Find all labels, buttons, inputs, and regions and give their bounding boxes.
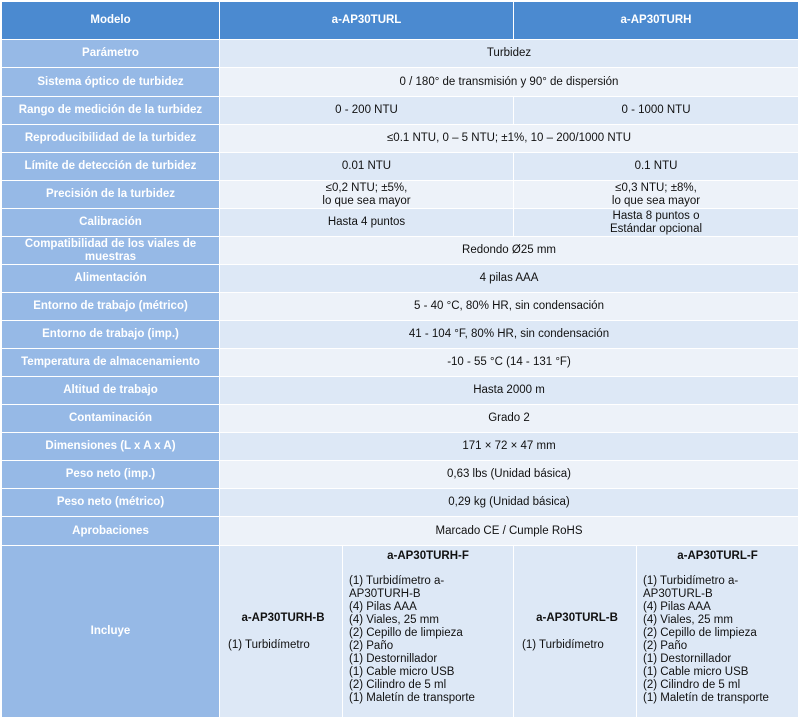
- row-value-h: 0.1 NTU: [514, 153, 799, 181]
- row-label: Límite de detección de turbidez: [2, 153, 220, 181]
- kit-item: (1) Turbidímetro: [228, 638, 310, 651]
- table-row: [2, 377, 799, 405]
- row-label: Reproducibilidad de la turbidez: [2, 125, 220, 153]
- row-value: Hasta 2000 m: [220, 377, 799, 405]
- table-row: [2, 349, 799, 377]
- row-label: Temperatura de almacenamiento: [2, 349, 220, 377]
- row-label: Aprobaciones: [2, 517, 220, 546]
- row-value-h: [514, 181, 799, 209]
- kit-item: (4) Viales, 25 mm: [349, 614, 439, 626]
- table-row: [2, 181, 799, 209]
- table-row: [2, 321, 799, 349]
- incluye-label: Incluye: [2, 546, 220, 718]
- kit-item: (2) Cilindro de 5 ml: [643, 679, 741, 691]
- row-value-l: Hasta 4 puntos: [220, 209, 514, 237]
- row-value: 5 - 40 °C, 80% HR, sin condensación: [220, 293, 799, 321]
- kit-item: (1) Turbidímetro: [522, 638, 604, 651]
- kit-item: (2) Cepillo de limpieza: [349, 627, 463, 639]
- value-line: lo que sea mayor: [611, 194, 701, 207]
- row-label: Calibración: [2, 209, 220, 237]
- table-row: [2, 433, 799, 461]
- row-value: Grado 2: [220, 405, 799, 433]
- table-row: [2, 293, 799, 321]
- table-row: [2, 461, 799, 489]
- header-row: [2, 2, 799, 40]
- row-label: Dimensiones (L x A x A): [2, 433, 220, 461]
- table-row: [2, 237, 799, 265]
- kit-item: (2) Paño: [349, 640, 394, 652]
- kit-item: (4) Pilas AAA: [643, 601, 711, 613]
- row-value-h: [514, 209, 799, 237]
- row-label: Peso neto (métrico): [2, 489, 220, 517]
- kit-item: AP30TURH-B: [349, 588, 421, 600]
- header-model-l: a-AP30TURL: [220, 2, 514, 40]
- value-line: lo que sea mayor: [322, 194, 411, 207]
- row-value-l: 0.01 NTU: [220, 153, 514, 181]
- row-value: Redondo Ø25 mm: [220, 237, 799, 265]
- row-value: ≤0.1 NTU, 0 – 5 NTU; ±1%, 10 – 200/1000 NTU: [220, 125, 799, 153]
- kit-item: (2) Cilindro de 5 ml: [349, 679, 447, 691]
- row-label: Entorno de trabajo (métrico): [2, 293, 220, 321]
- row-value-l: 0 - 200 NTU: [220, 97, 514, 125]
- incluye-row: [2, 546, 799, 718]
- value-line: Hasta 8 puntos o: [612, 209, 700, 222]
- value-line: ≤0,3 NTU; ±8%,: [615, 181, 697, 194]
- row-label: [2, 237, 220, 265]
- value-line: ≤0,2 NTU; ±5%,: [325, 181, 408, 194]
- table-row: [2, 68, 799, 97]
- kit-item: (1) Cable micro USB: [643, 666, 749, 678]
- row-value: -10 - 55 °C (14 - 131 °F): [220, 349, 799, 377]
- kit-item: (1) Cable micro USB: [349, 666, 455, 678]
- header-label: Modelo: [2, 2, 220, 40]
- kit-item: (1) Turbidímetro a-: [349, 575, 445, 587]
- table-row: [2, 97, 799, 125]
- label-line: muestras: [84, 250, 137, 263]
- row-value: 4 pilas AAA: [220, 265, 799, 293]
- row-label: Precisión de la turbidez: [2, 181, 220, 209]
- table-row: [2, 40, 799, 68]
- table-row: [2, 125, 799, 153]
- row-value-l: [220, 181, 514, 209]
- row-label: Sistema óptico de turbidez: [2, 68, 220, 97]
- row-value: 171 × 72 × 47 mm: [220, 433, 799, 461]
- row-value: Marcado CE / Cumple RoHS: [220, 517, 799, 546]
- incluye-h-kit: [343, 546, 514, 718]
- row-label: Peso neto (imp.): [2, 461, 220, 489]
- kit-item: (1) Turbidímetro a-: [643, 575, 739, 587]
- row-value: 0,29 kg (Unidad básica): [220, 489, 799, 517]
- kit-item: (4) Pilas AAA: [349, 601, 417, 613]
- kit-item: (1) Destornillador: [349, 653, 438, 665]
- label-line: Compatibilidad de los viales de: [24, 237, 197, 250]
- row-label: Contaminación: [2, 405, 220, 433]
- kit-model: a-AP30TURL-B: [536, 611, 618, 624]
- row-value-h: 0 - 1000 NTU: [514, 97, 799, 125]
- spec-table: [1, 1, 799, 718]
- row-label: Altitud de trabajo: [2, 377, 220, 405]
- row-value: 41 - 104 °F, 80% HR, sin condensación: [220, 321, 799, 349]
- kit-model: a-AP30TURH-F: [387, 550, 469, 562]
- kit-item: (2) Cepillo de limpieza: [643, 627, 757, 639]
- table-row: [2, 265, 799, 293]
- row-label: Parámetro: [2, 40, 220, 68]
- row-value: 0,63 lbs (Unidad básica): [220, 461, 799, 489]
- kit-model: a-AP30TURL-F: [677, 550, 758, 562]
- table-row: [2, 209, 799, 237]
- kit-item: (4) Viales, 25 mm: [643, 614, 733, 626]
- row-label: Alimentación: [2, 265, 220, 293]
- value-line: Estándar opcional: [609, 222, 703, 235]
- row-label: Rango de medición de la turbidez: [2, 97, 220, 125]
- row-value: Turbidez: [220, 40, 799, 68]
- kit-item: (2) Paño: [643, 640, 688, 652]
- table-row: [2, 405, 799, 433]
- incluye-l-basic: [514, 546, 637, 718]
- table-row: [2, 517, 799, 546]
- table-row: [2, 153, 799, 181]
- incluye-h-basic: [220, 546, 343, 718]
- kit-model: a-AP30TURH-B: [241, 611, 325, 624]
- row-label: Entorno de trabajo (imp.): [2, 321, 220, 349]
- kit-item: (1) Maletín de transporte: [643, 692, 769, 704]
- kit-item: AP30TURL-B: [643, 588, 713, 600]
- kit-item: (1) Maletín de transporte: [349, 692, 475, 704]
- header-model-h: a-AP30TURH: [514, 2, 799, 40]
- row-value: 0 / 180° de transmisión y 90° de dispersión: [220, 68, 799, 97]
- kit-item: (1) Destornillador: [643, 653, 732, 665]
- table-row: [2, 489, 799, 517]
- incluye-l-kit: [637, 546, 799, 718]
